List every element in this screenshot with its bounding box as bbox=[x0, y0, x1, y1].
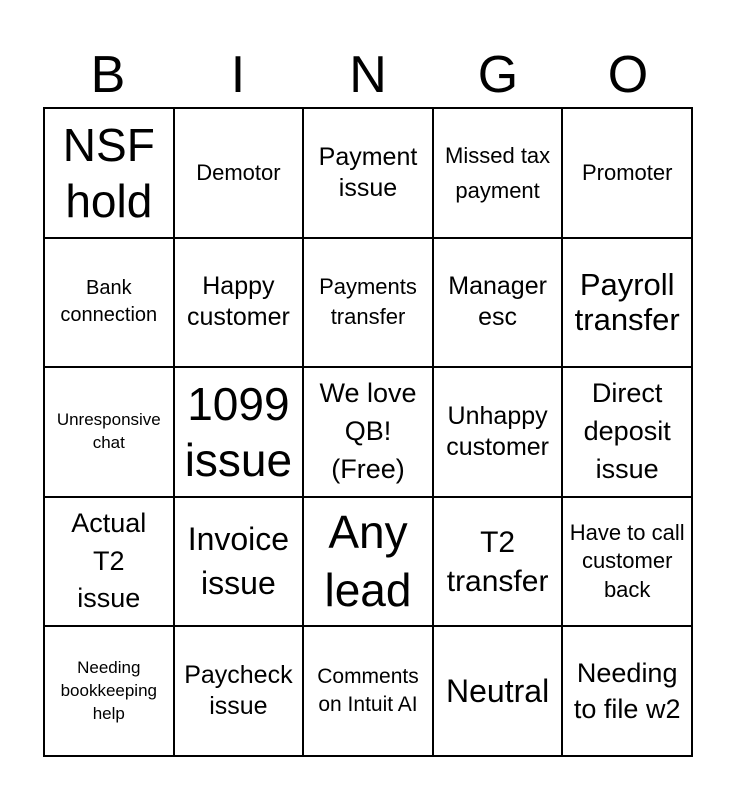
cell-text: Paycheck issue bbox=[184, 660, 293, 721]
bingo-cell[interactable] bbox=[303, 497, 433, 627]
bingo-cell[interactable] bbox=[174, 626, 304, 756]
cell-text: Actual T2 issue bbox=[71, 507, 147, 614]
bingo-cell[interactable] bbox=[44, 108, 174, 238]
bingo-cell[interactable] bbox=[562, 626, 692, 756]
cell-text: Needing to file w2 bbox=[573, 657, 681, 725]
cell-text: Bank connection bbox=[60, 277, 158, 327]
cell-text: Manager esc bbox=[448, 272, 547, 332]
cell-text: Any lead bbox=[324, 506, 412, 616]
header-letter-o: O bbox=[607, 46, 649, 104]
bingo-cell[interactable] bbox=[433, 108, 563, 238]
cell-text: Unhappy customer bbox=[446, 401, 549, 461]
cell-text: Missed tax payment bbox=[445, 142, 551, 203]
bingo-cell[interactable] bbox=[303, 367, 433, 497]
cell-text: Promoter bbox=[581, 159, 673, 185]
bingo-cell[interactable] bbox=[562, 238, 692, 368]
bingo-header bbox=[43, 40, 693, 110]
bingo-cell[interactable] bbox=[174, 108, 304, 238]
cell-text: Invoice issue bbox=[187, 521, 290, 601]
bingo-cell[interactable] bbox=[303, 108, 433, 238]
bingo-cell[interactable] bbox=[433, 367, 563, 497]
header-letter-n: N bbox=[349, 46, 387, 104]
cell-text: Payroll transfer bbox=[574, 266, 680, 338]
bingo-cell[interactable] bbox=[44, 497, 174, 627]
bingo-cell[interactable] bbox=[562, 108, 692, 238]
cell-text: NSF hold bbox=[62, 118, 155, 227]
header-letter-g: G bbox=[477, 46, 519, 104]
header-letter-b: B bbox=[90, 46, 126, 104]
bingo-board bbox=[43, 107, 693, 757]
cell-text: Direct deposit issue bbox=[583, 378, 671, 484]
bingo-cell[interactable] bbox=[433, 626, 563, 756]
bingo-cell[interactable] bbox=[174, 497, 304, 627]
bingo-cell[interactable] bbox=[433, 497, 563, 627]
header-letter-i: I bbox=[230, 46, 246, 104]
cell-text: We love QB! (Free) bbox=[319, 378, 417, 484]
bingo-cell[interactable] bbox=[562, 367, 692, 497]
cell-text: Comments on Intuit AI bbox=[317, 664, 419, 717]
bingo-cell[interactable] bbox=[433, 238, 563, 368]
bingo-cell[interactable] bbox=[174, 367, 304, 497]
bingo-cell[interactable] bbox=[174, 238, 304, 368]
cell-text: Neutral bbox=[446, 672, 550, 709]
bingo-cell[interactable] bbox=[44, 626, 174, 756]
cell-text: Happy customer bbox=[186, 272, 290, 332]
bingo-cell[interactable] bbox=[562, 497, 692, 627]
bingo-cell[interactable] bbox=[44, 367, 174, 497]
bingo-cell[interactable] bbox=[303, 626, 433, 756]
cell-text: Have to call customer back bbox=[569, 519, 685, 602]
bingo-cell[interactable] bbox=[303, 238, 433, 368]
cell-text: T2 transfer bbox=[446, 525, 549, 598]
bingo-cell[interactable] bbox=[44, 238, 174, 368]
cell-text: Needing bookkeeping help bbox=[60, 657, 157, 723]
cell-text: Payments transfer bbox=[319, 273, 417, 330]
cell-text: Demotor bbox=[196, 159, 281, 185]
cell-text: Unresponsive chat bbox=[56, 410, 161, 452]
cell-text: 1099 issue bbox=[184, 377, 293, 486]
cell-text: Payment issue bbox=[318, 142, 418, 202]
